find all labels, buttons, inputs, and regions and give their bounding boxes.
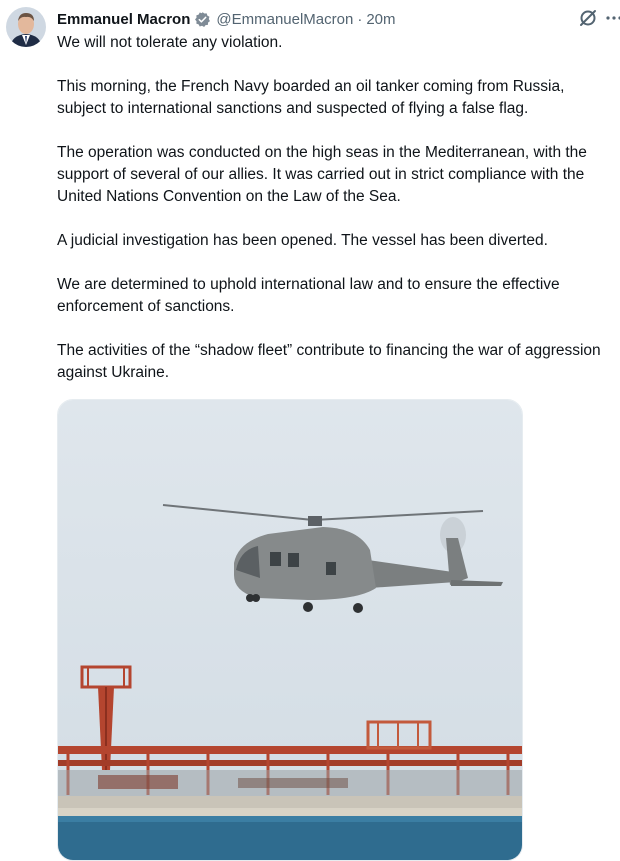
- tweet-paragraph: The operation was conducted on the high seas in the Mediterranean, with the support of several of our allies. It was carried out in strict compliance with the United Nations Convention on the Law of the Sea.: [57, 144, 587, 205]
- tweet-media-photo[interactable]: [57, 399, 523, 861]
- author-name[interactable]: Emmanuel Macron: [57, 10, 191, 28]
- sea: [58, 816, 522, 860]
- verified-badge-icon: [194, 11, 211, 28]
- tweet-paragraph: The activities of the “shadow fleet” contribute to financing the war of aggression against Ukraine.: [57, 342, 601, 381]
- helicopter-tanker-photo: [58, 400, 522, 860]
- author-handle[interactable]: @EmmanuelMacron: [216, 10, 354, 28]
- more-options-icon[interactable]: [604, 8, 620, 28]
- tweet-paragraph: We will not tolerate any violation.: [57, 34, 283, 51]
- tweet-paragraph: We are determined to uphold international law and to ensure the effective enforcement of sanctions.: [57, 276, 560, 315]
- tweet-text: [57, 32, 617, 406]
- grok-icon[interactable]: [578, 8, 598, 28]
- tweet-header: [57, 8, 600, 30]
- tweet-paragraph: This morning, the French Navy boarded an oil tanker coming from Russia, subject to international sanctions and suspected of flying a false flag.: [57, 78, 565, 117]
- tweet-timestamp[interactable]: 20m: [366, 10, 396, 28]
- author-avatar[interactable]: [6, 7, 46, 47]
- header-separator: ·: [357, 10, 363, 28]
- tweet-paragraph: A judicial investigation has been opened. The vessel has been diverted.: [57, 232, 548, 249]
- avatar-image: [6, 7, 46, 47]
